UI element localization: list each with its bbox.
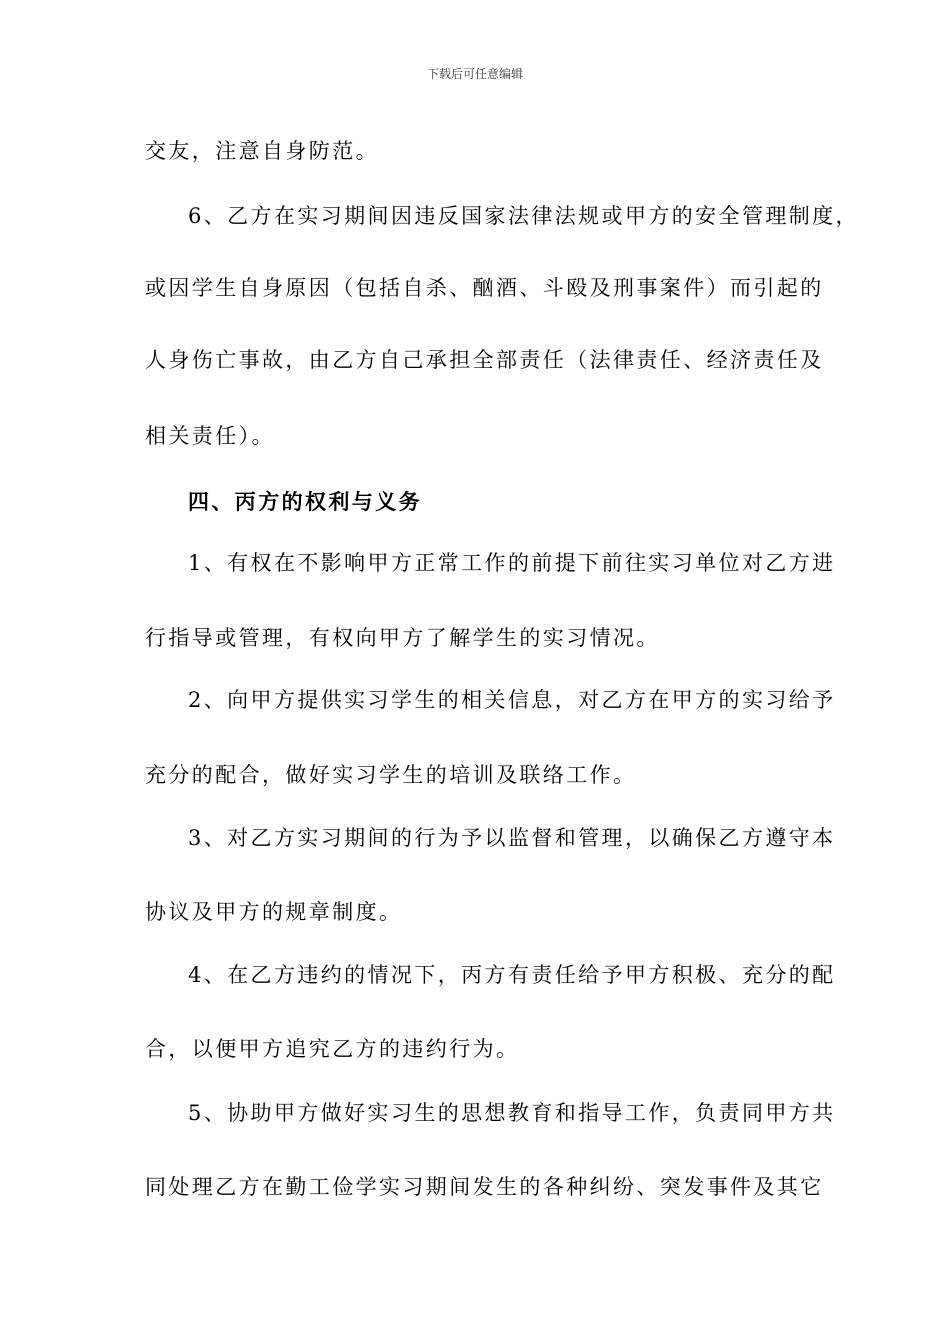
text-line: 同处理乙方在勤工俭学实习期间发生的各种纠纷、突发事件及其它: [145, 1175, 824, 1199]
page-header: 下载后可任意编辑: [426, 67, 523, 81]
paragraph-6-start: 6、乙方在实习期间因违反国家法律法规或甲方的安全管理制度，: [188, 204, 859, 228]
paragraph-3-start: 3、对乙方实习期间的行为予以监督和管理，以确保乙方遵守本: [188, 826, 836, 850]
text-line: 协议及甲方的规章制度。: [145, 900, 403, 924]
text-line: 人身伤亡事故，由乙方自己承担全部责任（法律责任、经济责任及: [145, 348, 824, 372]
text-line: 充分的配合，做好实习学生的培训及联络工作。: [145, 763, 637, 787]
text-line: 行指导或管理，有权向甲方了解学生的实习情况。: [145, 626, 660, 650]
paragraph-2-start: 2、向甲方提供实习学生的相关信息，对乙方在甲方的实习给予: [188, 688, 836, 712]
paragraph-4-start: 4、在乙方违约的情况下，丙方有责任给予甲方积极、充分的配: [188, 963, 836, 987]
section-heading: 四、丙方的权利与义务: [188, 489, 422, 514]
paragraph-5-start: 5、协助甲方做好实习生的思想教育和指导工作，负责同甲方共: [188, 1101, 836, 1125]
text-line: 相关责任）。: [145, 424, 275, 448]
text-line: 或因学生自身原因（包括自杀、酗酒、斗殴及刑事案件）而引起的: [145, 276, 824, 300]
paragraph-1-start: 1、有权在不影响甲方正常工作的前提下前往实习单位对乙方进: [188, 551, 836, 575]
text-line: 合，以便甲方追究乙方的违约行为。: [145, 1037, 520, 1061]
text-line: 交友，注意自身防范。: [145, 139, 379, 163]
